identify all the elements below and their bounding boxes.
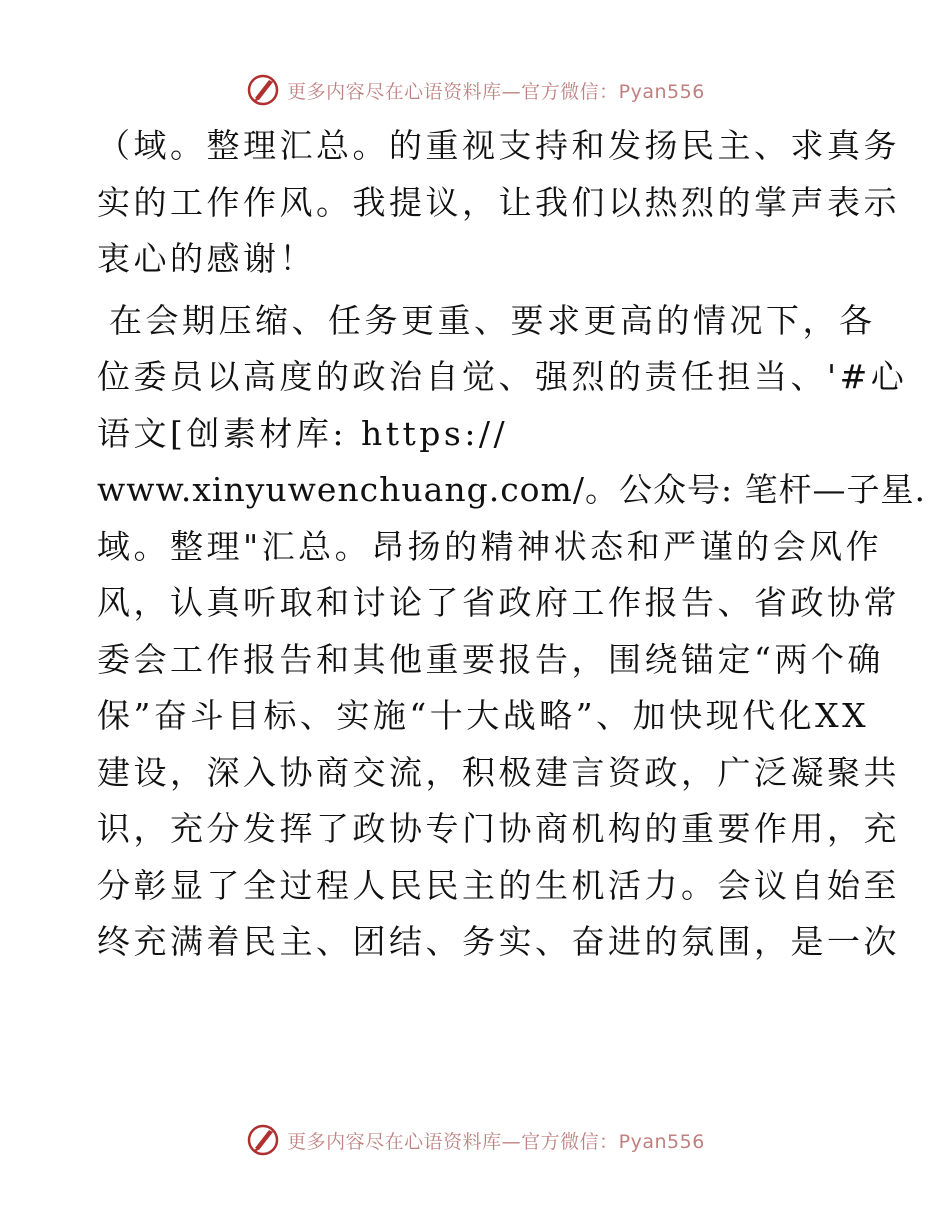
document-body <box>97 118 927 1032</box>
text-line: 终充满着民主、团结、务实、奋进的氛围，是一次 <box>97 922 900 961</box>
header-banner-text: 更多内容尽在心语资料库—官方微信：Pyan556 <box>287 80 705 103</box>
footer-banner-text: 更多内容尽在心语资料库—官方微信：Pyan556 <box>287 1130 705 1153</box>
text-line: 衷心的感谢！ <box>97 239 316 278</box>
quill-circle-logo-icon <box>245 72 281 108</box>
footer-banner <box>0 1120 950 1160</box>
text-line: 风，认真听取和讨论了省政府工作报告、省政协常 <box>97 583 900 622</box>
paragraph-2 <box>97 293 927 1028</box>
text-line: 域。整理"汇总。昂扬的精神状态和严谨的会风作 <box>97 526 883 566</box>
text-line: 委会工作报告和其他重要报告，围绕锚定“两个确 <box>97 639 884 679</box>
text-line: 分彰显了全过程人民民主的生机活力。会议自始至 <box>97 865 900 905</box>
text-line: www.xinyuwenchuang.com/。公众号: 笔杆—子星. <box>97 470 927 509</box>
text-line: 语文[创素材库: https:// <box>97 413 509 453</box>
text-line: 识，充分发挥了政协专门协商机构的重要作用，充 <box>97 809 900 848</box>
text-line: 位委员以高度的政治自觉、强烈的责任担当、'#心 <box>97 357 908 396</box>
quill-circle-logo-icon <box>245 1122 281 1158</box>
text-line: 保”奋斗目标、实施“十大战略”、加快现代化XX <box>97 696 870 735</box>
text-line <box>97 971 887 1028</box>
text-line: 实的工作作风。我提议，让我们以热烈的掌声表示 <box>97 182 900 222</box>
text-line: 在会期压缩、任务更重、要求更高的情况下，各 <box>109 300 876 340</box>
header-banner <box>0 70 950 110</box>
text-line: 建设，深入协商交流，积极建言资政，广泛凝聚共 <box>97 752 900 792</box>
paragraph-1 <box>97 118 900 288</box>
text-line: （域。整理汇总。的重视支持和发扬民主、求真务 <box>97 126 900 165</box>
